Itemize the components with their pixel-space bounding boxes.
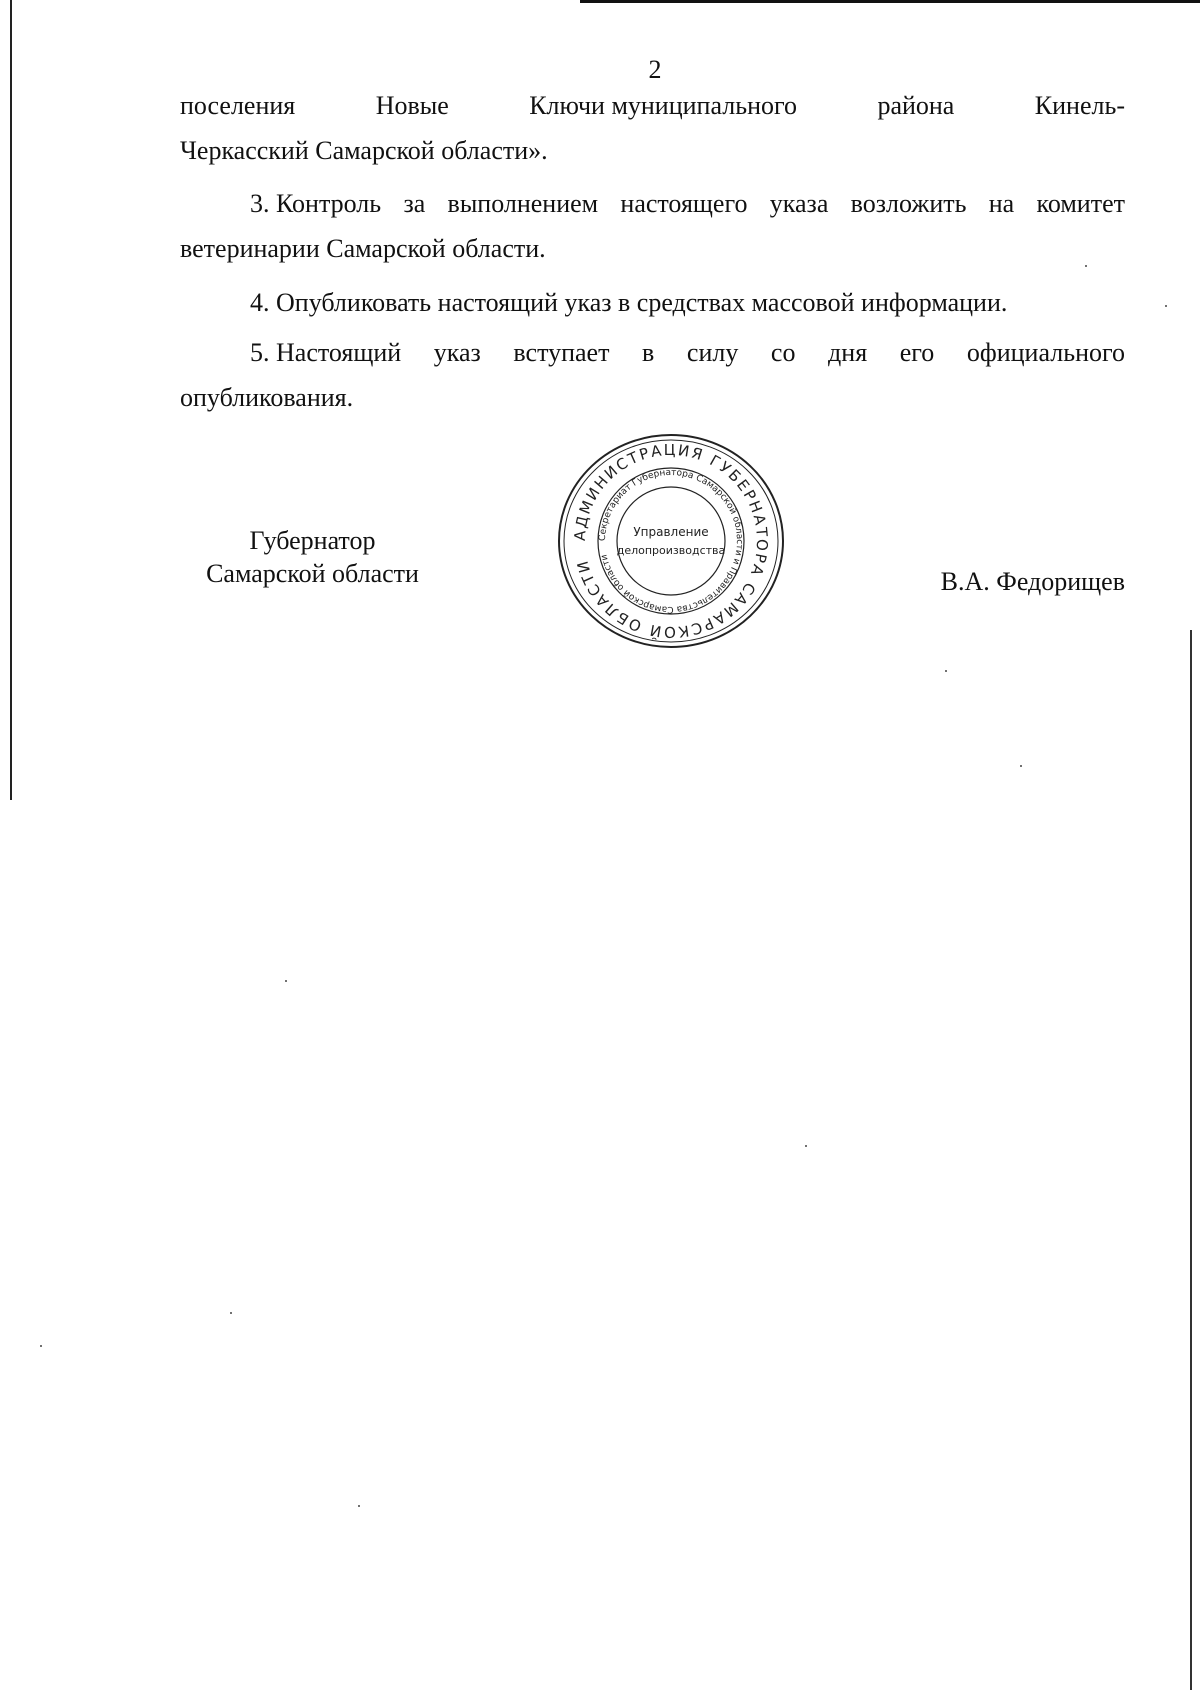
paragraph-line bbox=[180, 181, 1125, 226]
paragraph-line bbox=[180, 83, 1125, 128]
paragraph-line: 4. Опубликовать настоящий указ в средствах массовой информации. bbox=[250, 288, 1008, 317]
seal-outer-text: АДМИНИСТРАЦИЯ ГУБЕРНАТОРА САМАРСКОЙ ОБЛАСТИ bbox=[570, 440, 772, 642]
word: Ключи муниципального bbox=[529, 91, 797, 120]
word: района bbox=[877, 91, 955, 120]
scan-edge-top bbox=[580, 0, 1200, 3]
seal-outer-ring bbox=[559, 435, 783, 647]
word: в bbox=[642, 338, 655, 367]
paragraph-continuation bbox=[180, 83, 1125, 173]
paragraph-4 bbox=[180, 280, 1125, 325]
word: указа bbox=[769, 189, 829, 218]
scan-speck bbox=[805, 1145, 807, 1147]
scan-speck bbox=[1020, 765, 1022, 767]
word: 5. Настоящий bbox=[250, 338, 402, 367]
word: Кинель- bbox=[1034, 91, 1125, 120]
paragraph-line: Черкасский Самарской области». bbox=[180, 136, 548, 165]
paragraph-line: ветеринарии Самарской области. bbox=[180, 234, 546, 263]
page-number: 2 bbox=[648, 55, 662, 84]
word: официального bbox=[966, 338, 1125, 367]
scan-edge-left bbox=[10, 0, 12, 800]
scan-speck bbox=[945, 670, 947, 672]
word: на bbox=[988, 189, 1015, 218]
scan-speck bbox=[1165, 305, 1167, 307]
scan-speck bbox=[358, 1505, 360, 1507]
word: со bbox=[770, 338, 796, 367]
word: поселения bbox=[180, 91, 296, 120]
signatory-title-line: Самарской области bbox=[206, 559, 419, 588]
word: за bbox=[403, 189, 426, 218]
word: указ bbox=[433, 338, 481, 367]
word: возложить bbox=[850, 189, 967, 218]
paragraph-3 bbox=[180, 181, 1125, 271]
word: Новые bbox=[375, 91, 449, 120]
scan-edge-right bbox=[1190, 630, 1192, 1690]
word: силу bbox=[686, 338, 739, 367]
seal-inner-ring bbox=[617, 487, 725, 595]
word: вступает bbox=[513, 338, 610, 367]
word: настоящего bbox=[620, 189, 748, 218]
scan-speck bbox=[230, 1312, 232, 1314]
word: его bbox=[899, 338, 935, 367]
seal-inner-text: Секретариат Губернатора Самарской области и Правительства Самарской области bbox=[597, 467, 745, 615]
paragraph-line: опубликования. bbox=[180, 383, 354, 412]
official-seal bbox=[555, 430, 787, 652]
signatory-title-line: Губернатор bbox=[249, 526, 376, 555]
signatory-name: В.А. Федорищев bbox=[940, 567, 1125, 596]
paragraph-5 bbox=[180, 330, 1125, 420]
signatory-title bbox=[180, 524, 445, 590]
word: дня bbox=[828, 338, 868, 367]
word: выполнением bbox=[447, 189, 599, 218]
seal-center-line: Управление bbox=[633, 525, 709, 539]
paragraph-line bbox=[180, 330, 1125, 375]
seal-center-line: делопроизводства bbox=[616, 544, 726, 557]
word: 3. Контроль bbox=[250, 189, 382, 218]
word: комитет bbox=[1036, 189, 1125, 218]
scan-speck bbox=[40, 1345, 42, 1347]
scan-speck bbox=[285, 980, 287, 982]
